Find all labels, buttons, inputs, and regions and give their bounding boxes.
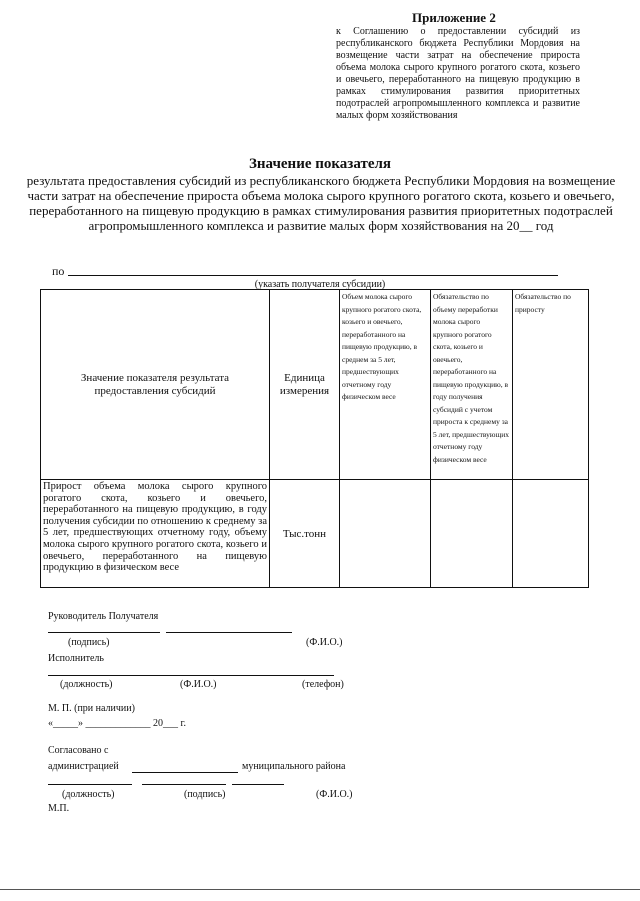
header-growth-obligation: Обязательство по приросту [513, 290, 589, 480]
phone-hint: (телефон) [302, 679, 344, 690]
appendix-title: Приложение 2 [412, 10, 496, 25]
agreed-position-line[interactable] [48, 784, 132, 785]
fio-hint-executor: (Ф.И.О.) [180, 679, 217, 690]
document-subtitle: результата предоставления субсидий из республиканского бюджета Республики Мордовия на возмещение части затрат на обеспечение прироста объема молока сырого крупного рогатого скота, козьего и овечьего, переработанного на пищевую продукцию в рамках стимулирования развития приоритетных подотраслей агропромышленного комплекса и развитие малых форм хозяйствования на 20__ год [26, 173, 616, 233]
administration-line[interactable] [132, 772, 238, 773]
row-unit: Тыс.тонн [270, 480, 340, 588]
executor-line[interactable] [48, 675, 334, 676]
header-unit: Единица измерения [270, 290, 340, 480]
document-title: Значение показателя [248, 156, 392, 172]
executor-label: Исполнитель [48, 653, 104, 664]
signature-hint: (подпись) [68, 637, 110, 648]
row-processing-obligation-cell[interactable] [431, 480, 513, 588]
table-header-row [41, 290, 589, 480]
signature-hint-agreed: (подпись) [184, 789, 226, 800]
head-name-line[interactable] [166, 632, 292, 633]
row-growth-obligation-cell[interactable] [513, 480, 589, 588]
fio-hint-agreed: (Ф.И.О.) [316, 789, 353, 800]
date-line[interactable]: «_____» _____________ 20___ г. [48, 718, 186, 729]
head-signature-line[interactable] [48, 632, 160, 633]
header-processing-obligation: Обязательство по объему переработки молока сырого крупного рогатого скота, козьего и овечьего, переработанного на пищевую продукцию, в году получения субсидий с учетом прироста к среднему за 5 лет, предшествующих отчетному году физическом весе [431, 290, 513, 480]
stamp-label: М. П. (при наличии) [48, 703, 135, 714]
recipient-hint: (указать получателя субсидии) [254, 279, 386, 290]
header-average-volume: Объем молока сырого крупного рогатого скота, козьего и овечьего, переработанного на пищевую продукцию, в среднем за 5 лет, предшествующих отчетному году физическом весе [340, 290, 431, 480]
stamp-label-agreed: М.П. [48, 803, 70, 814]
position-hint: (должность) [60, 679, 113, 690]
administration-label: администрацией [48, 761, 119, 772]
recipient-prefix: по [52, 264, 65, 278]
agreed-signature-line[interactable] [142, 784, 226, 785]
table-row [41, 480, 589, 588]
row-indicator: Прирост объема молока сырого крупного рогатого скота, козьего и овечьего, переработанного на пищевую продукцию, в году получения субсидии по отношению к среднему за 5 лет, предшествующих отчетному году, объему молока сырого крупного рогатого скота, козьего и овечьего, переработанного на пищевую продукцию в физическом весе [41, 480, 270, 588]
head-label: Руководитель Получателя [48, 611, 159, 622]
row-average-volume-cell[interactable] [340, 480, 431, 588]
fio-hint: (Ф.И.О.) [306, 637, 343, 648]
agreed-name-line[interactable] [232, 784, 284, 785]
recipient-line [68, 275, 558, 276]
page-bottom-rule [0, 889, 640, 890]
position-hint-agreed: (должность) [62, 789, 115, 800]
appendix-reference: к Соглашению о предоставлении субсидий из республиканского бюджета Республики Мордовия на возмещение части затрат на обеспечение прироста объема молока сырого крупного рогатого скота, козьего и овечьего, переработанного на пищевую продукцию в рамках стимулирования развития приоритетных подотраслей агропромышленного комплекса и развитие малых форм хозяйствования [336, 26, 580, 121]
header-indicator: Значение показателя результата предоставления субсидий [41, 290, 270, 480]
indicator-table [40, 289, 589, 588]
district-label: муниципального района [242, 761, 346, 772]
agreed-label: Согласовано с [48, 745, 109, 756]
